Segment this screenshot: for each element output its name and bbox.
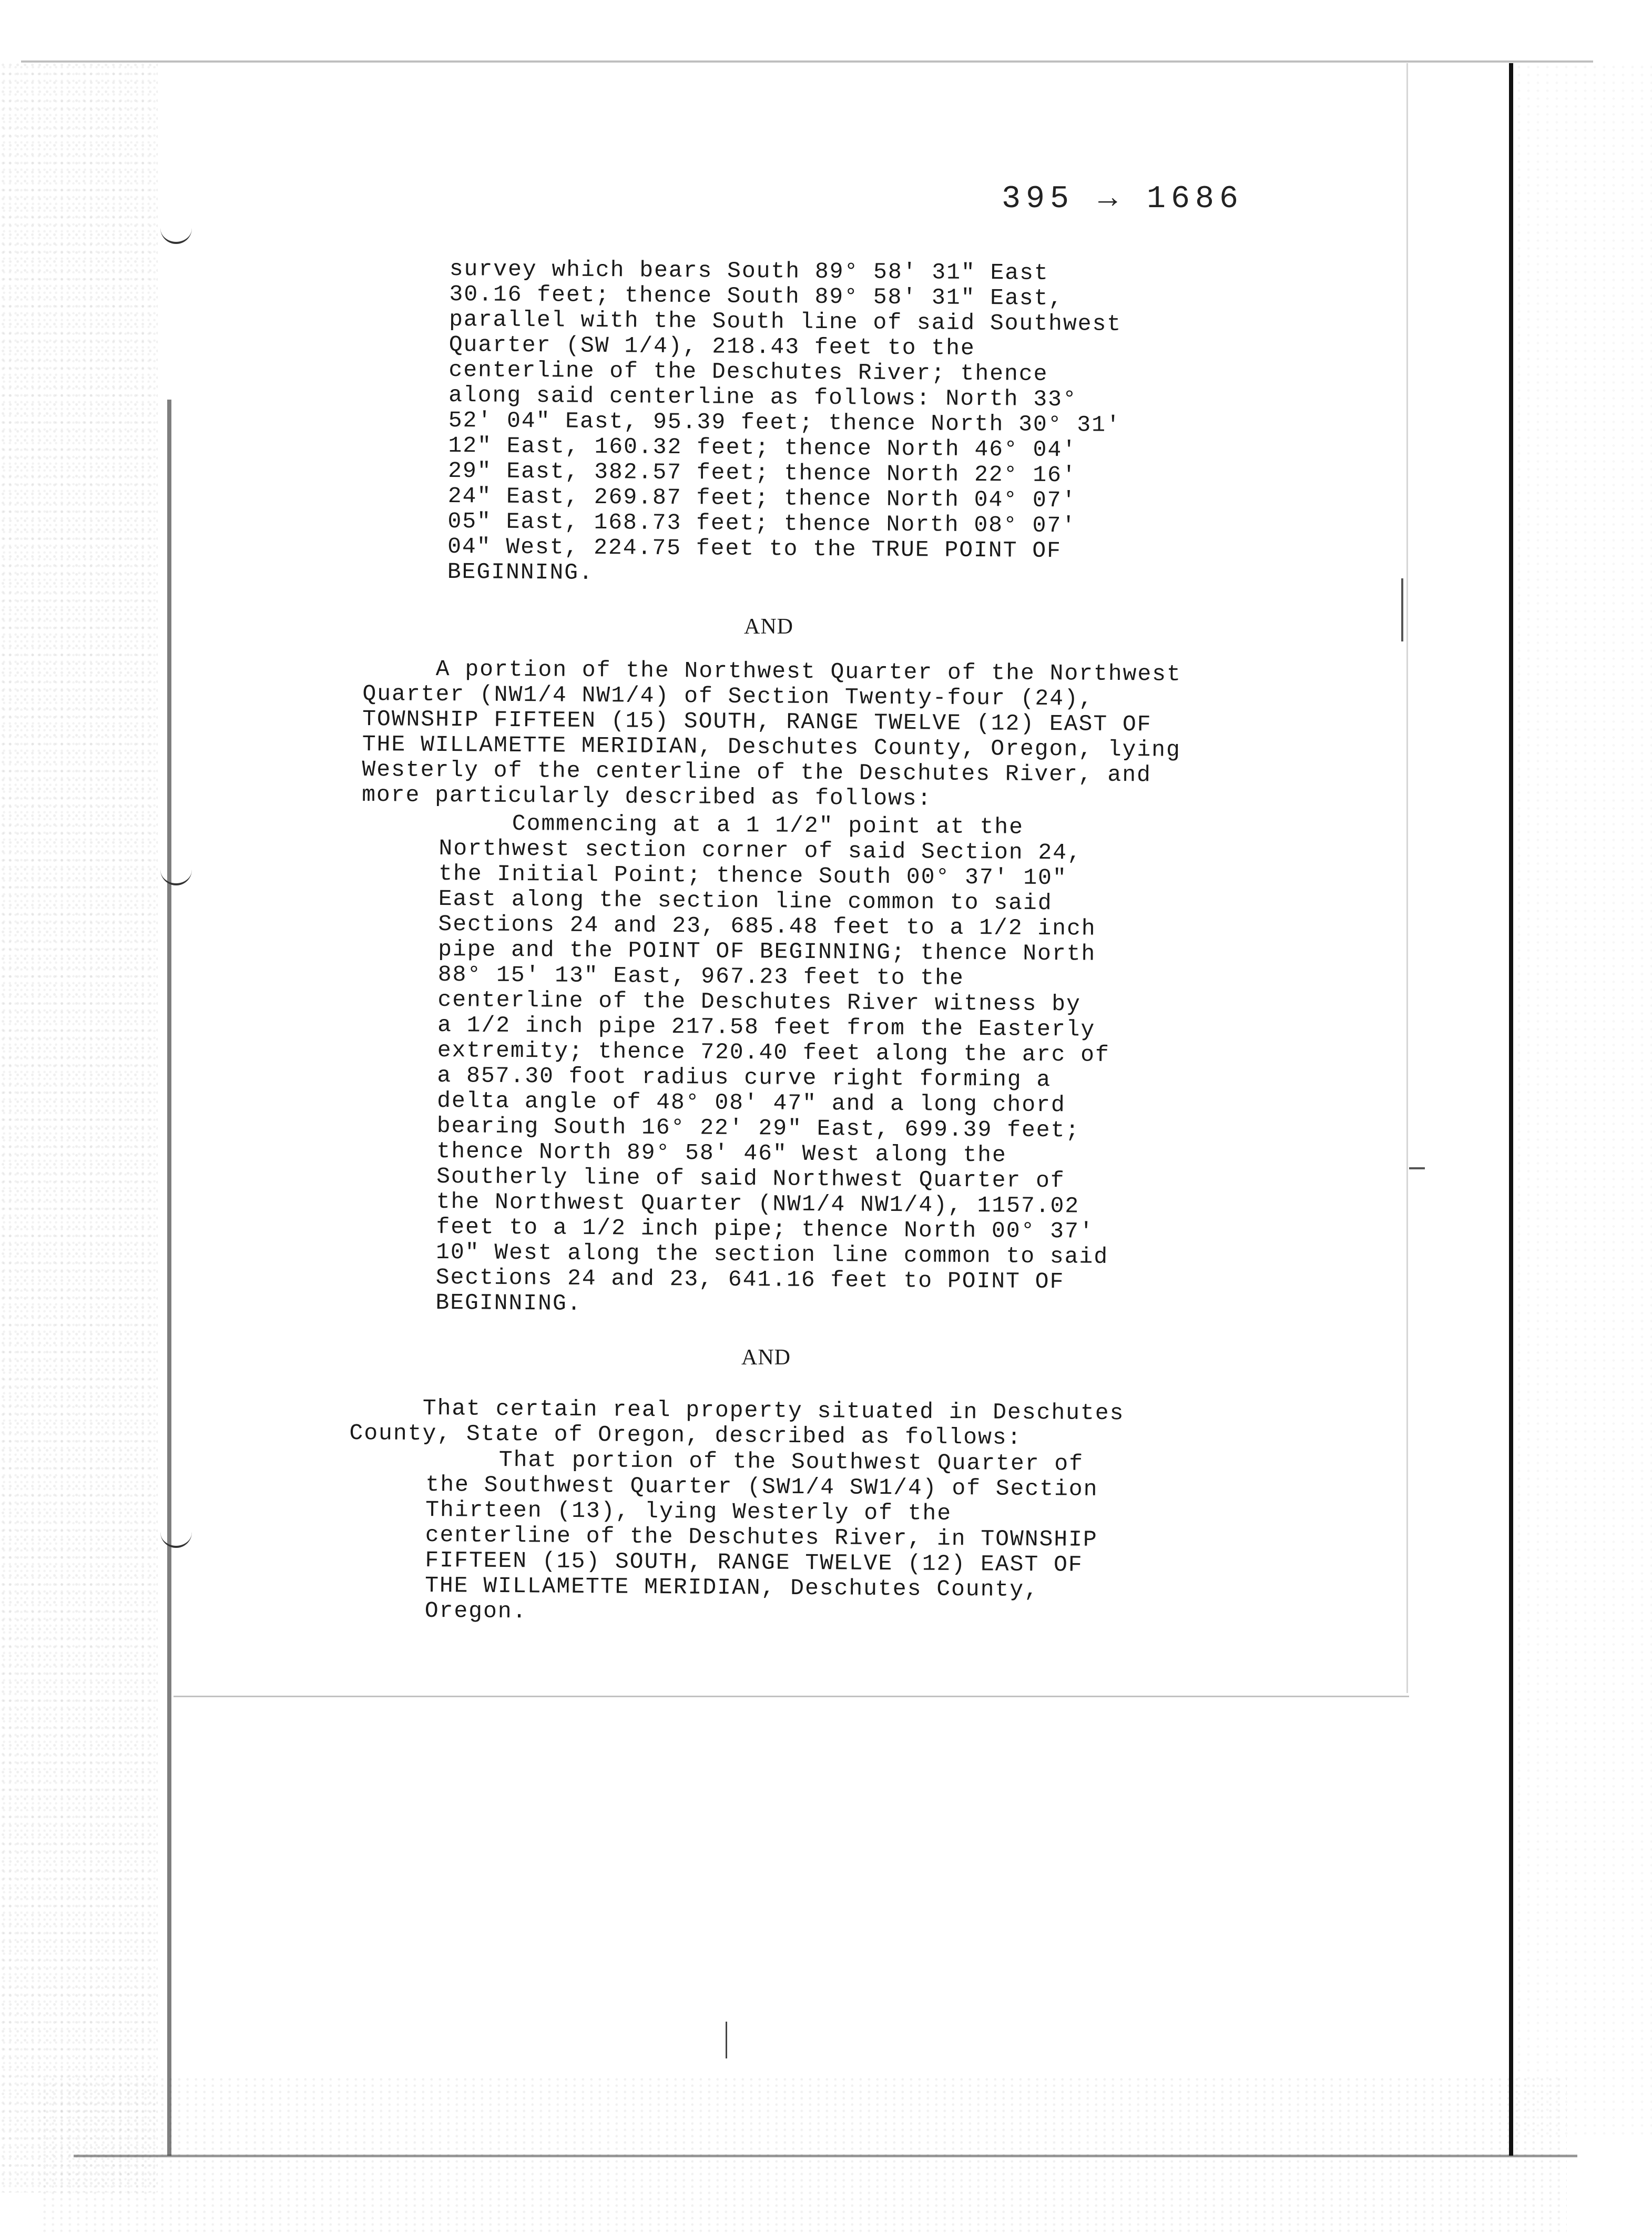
- and-separator: AND: [741, 1345, 791, 1370]
- text-line: TOWNSHIP FIFTEEN (15) SOUTH, RANGE TWELVE (12) EAST OF: [362, 706, 1152, 738]
- text-line: centerline of the Deschutes River witness by: [437, 986, 1082, 1017]
- text-line: 24" East, 269.87 feet; thence North 04° 07': [447, 483, 1077, 514]
- text-line: Thirteen (13), lying Westerly of the: [425, 1496, 952, 1526]
- text-line: the Northwest Quarter (NW1/4 NW1/4), 1157.02: [436, 1188, 1080, 1219]
- text-line: That portion of the Southwest Quarter of: [425, 1446, 1084, 1477]
- text-line: Oregon.: [424, 1597, 527, 1625]
- text-line: Quarter (SW 1/4), 218.43 feet to the: [448, 331, 975, 361]
- text-line: 04" West, 224.75 feet to the TRUE POINT OF: [447, 533, 1062, 564]
- text-line: THE WILLAMETTE MERIDIAN, Deschutes County, Oregon, lying: [362, 731, 1181, 763]
- text-line: 12" East, 160.32 feet; thence North 46° 04': [448, 432, 1077, 463]
- text-line: centerline of the Deschutes River, in TOWNSHIP: [425, 1522, 1098, 1553]
- text-line: 52' 04" East, 95.39 feet; thence North 30° 31': [448, 407, 1121, 438]
- margin-mark: [1401, 578, 1403, 641]
- paragraph-sw-quarter-description: [425, 1447, 1098, 1628]
- text-line: East along the section line common to said: [438, 885, 1053, 916]
- text-line: Westerly of the centerline of the Deschutes River, and: [362, 756, 1152, 788]
- text-line: a 1/2 inch pipe 217.58 feet from the Easterly: [437, 1012, 1096, 1043]
- text-line: Sections 24 and 23, 641.16 feet to POINT OF: [435, 1264, 1065, 1295]
- punch-hole-mark: [160, 1525, 192, 1548]
- text-line: pipe and the POINT OF BEGINNING; thence North: [437, 936, 1096, 967]
- left-binding-line: [167, 400, 171, 2156]
- text-line: the Initial Point; thence South 00° 37' 10": [438, 860, 1067, 891]
- text-line: survey which bears South 89° 58' 31" East: [449, 256, 1049, 286]
- bottom-edge-line: [74, 2155, 1577, 2157]
- inner-frame-bottom: [174, 1696, 1409, 1697]
- paragraph-survey-continuation: [447, 257, 1122, 589]
- and-separator: AND: [744, 615, 793, 639]
- page-number: 395 → 1686: [1002, 181, 1244, 217]
- top-edge-line: [21, 60, 1593, 63]
- text-line: feet to a 1/2 inch pipe; thence North 00° 37': [436, 1214, 1094, 1245]
- text-line: 05" East, 168.73 feet; thence North 08° 07': [447, 508, 1077, 539]
- scan-noise-left: [0, 63, 158, 2193]
- text-line: delta angle of 48° 08' 47" and a long chord: [436, 1087, 1066, 1118]
- punch-hole-mark: [160, 862, 192, 885]
- stray-mark: [726, 2022, 727, 2058]
- text-line: That certain real property situated in Deschutes: [349, 1395, 1125, 1426]
- text-line: BEGINNING.: [435, 1289, 582, 1317]
- text-line: Quarter (NW1/4 NW1/4) of Section Twenty-four (24),: [362, 680, 1094, 712]
- text-line: bearing South 16° 22' 29" East, 699.39 feet;: [436, 1113, 1080, 1144]
- paragraph-real-property-intro: [349, 1395, 1124, 1451]
- margin-dash: [1409, 1167, 1425, 1169]
- text-line: the Southwest Quarter (SW1/4 SW1/4) of Section: [425, 1471, 1098, 1502]
- text-line: extremity; thence 720.40 feet along the arc of: [437, 1037, 1110, 1068]
- right-edge-line: [1509, 63, 1513, 2156]
- text-line: a 857.30 foot radius curve right forming a: [437, 1062, 1052, 1093]
- text-line: BEGINNING.: [447, 558, 594, 586]
- text-line: County, State of Oregon, described as follows:: [349, 1420, 1022, 1451]
- text-line: parallel with the South line of said Southwest: [448, 306, 1122, 337]
- text-line: 29" East, 382.57 feet; thence North 22° 16': [447, 457, 1077, 488]
- punch-hole-mark: [160, 221, 192, 244]
- text-line: 30.16 feet; thence South 89° 58' 31" East,: [449, 281, 1064, 312]
- text-line: Northwest section corner of said Section 24,: [439, 835, 1083, 866]
- text-line: Southerly line of said Northwest Quarter of: [436, 1163, 1065, 1194]
- text-line: 10" West along the section line common to said: [435, 1239, 1109, 1270]
- text-line: Sections 24 and 23, 685.48 feet to a 1/2 inch: [438, 911, 1096, 942]
- paragraph-nw-quarter-intro: [362, 656, 1181, 813]
- text-line: Commencing at a 1 1/2" point at the: [439, 810, 1024, 840]
- text-line: centerline of the Deschutes River; thence: [448, 356, 1048, 387]
- text-line: more particularly described as follows:: [361, 781, 932, 812]
- text-line: thence North 89° 58' 46" West along the: [436, 1138, 1007, 1168]
- right-inner-line: [1406, 63, 1408, 1693]
- text-line: 88° 15' 13" East, 967.23 feet to the: [437, 961, 964, 991]
- text-line: A portion of the Northwest Quarter of the Northwest: [362, 656, 1182, 687]
- text-line: FIFTEEN (15) SOUTH, RANGE TWELVE (12) EAST OF: [425, 1547, 1083, 1578]
- text-line: along said centerline as follows: North 33°: [448, 382, 1077, 413]
- scan-noise-right: [1514, 63, 1652, 2140]
- paragraph-nw-quarter-description: [435, 811, 1111, 1320]
- text-line: THE WILLAMETTE MERIDIAN, Deschutes County,: [424, 1572, 1039, 1603]
